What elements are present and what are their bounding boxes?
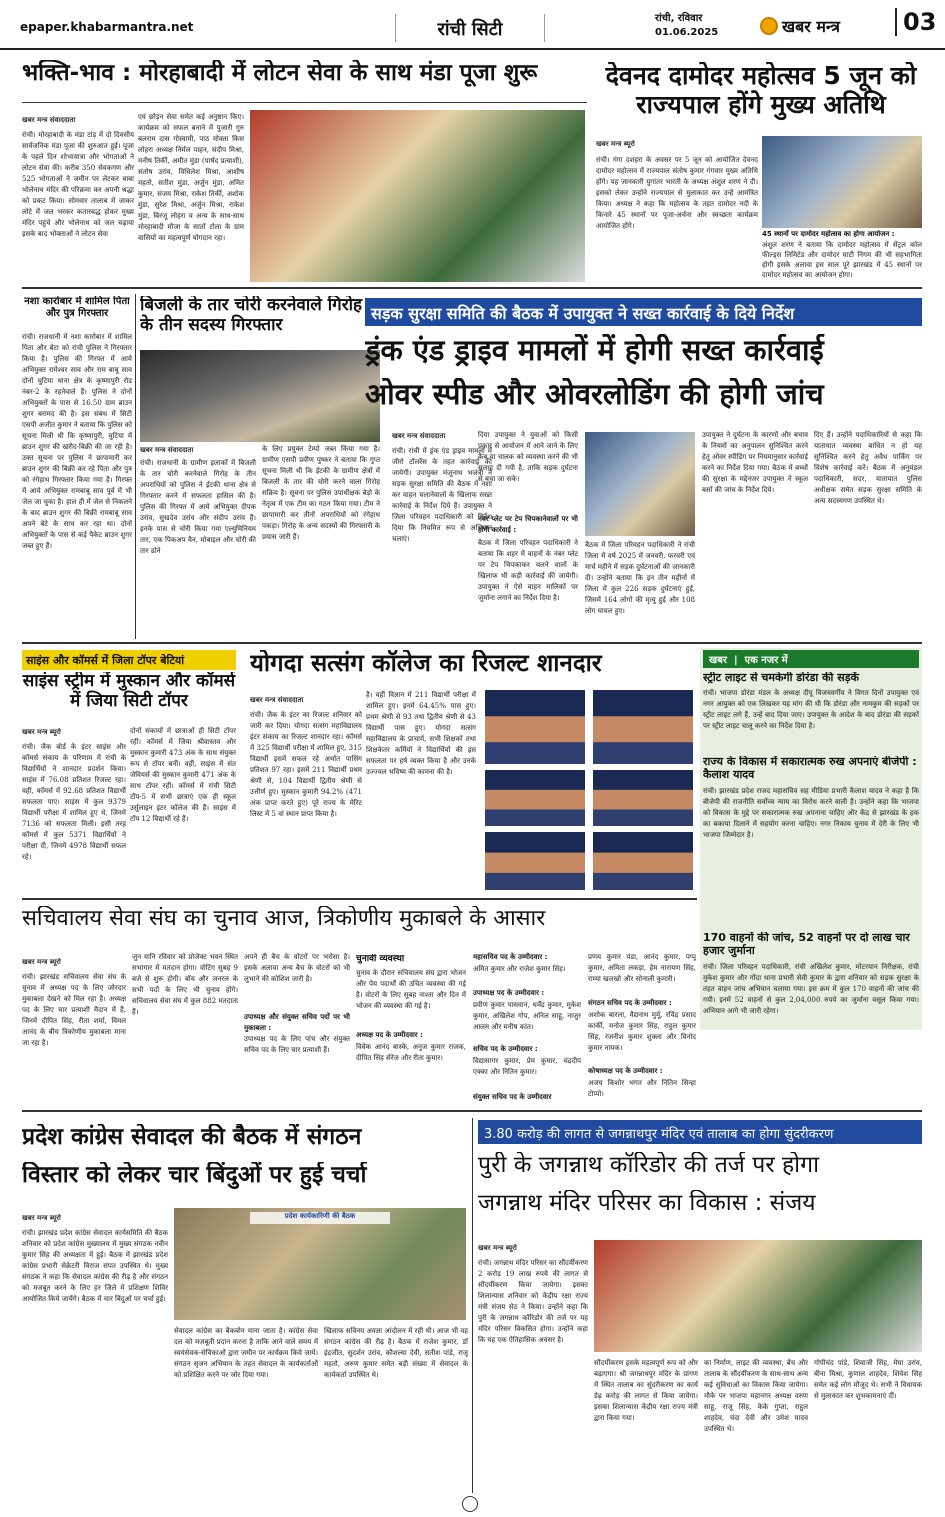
epaper-url[interactable]: epaper.khabarmantra.net: [20, 20, 194, 34]
a11-headline2: जगन्नाथ मंदिर परिसर का विकास : संजय: [478, 1190, 816, 1216]
a9-text-col5c: विद्यासागर कुमार, प्रेम कुमार, चंद्रदीप एक्का और नितिन कुमार।: [473, 1057, 581, 1076]
a6-byline: खबर मन्त्र ब्यूरो: [22, 728, 61, 736]
a2-headline: देवनद दामोदर महोत्सव 5 जून को राज्यपाल होंगे मुख्य अतिथि: [605, 62, 917, 119]
brand: [760, 10, 900, 42]
a1-byline: खबर मन्त्र संवाददाता: [22, 116, 76, 124]
divider: [22, 102, 587, 103]
a7-text-col2: है। वहीं विज्ञान में 211 विद्यार्थी परीक्षा में शामिल हुए। इनमें 64.45% पास हुए। प्रथम श्रेणी से 93 तथा द्वितीय श्रेणी से 43 विद्यार्थी पास हुए। योगदा सत्संग महाविद्यालय के प्राचार्य, सभी शिक्षकों तथा शिक्षकेतर कर्मियों ने विद्यार्थियों की इस सफलता पर हर्ष व्यक्त किया है और उनके उज्ज्वल भविष्य की कामना की है।: [366, 691, 476, 776]
a9-sub10: संगठन सचिव पद के उम्मीदवार :: [588, 999, 672, 1007]
a9-sub7: उपाध्यक्ष पद के उम्मीदवार :: [473, 989, 545, 997]
a6-headline: साइंस स्ट्रीम में मुस्कान और कॉमर्स में जिया सिटी टॉपर: [22, 672, 236, 711]
a11-text-col2: सौंदर्यीकरण इसके महत्वपूर्ण रूप को और बढ़ाएगा। श्री जगन्नाथपुर मंदिर के प्रांगण में स्थित तालाब का सुंदरीकरण का कार्य डेढ़ करोड़ की लागत से किया जायेगा। इसका शिलान्यास केंद्रीय रक्षा राज्य मंत्री द्वारा किया गया।: [594, 1359, 698, 1422]
a4-text-col2: के लिए प्रयुक्त टेम्पो जब्त किया गया है। ग्रामीण एसपी प्रवीण पुष्कर ने बताया कि गुप्त सूचना मिली थी कि ईटकी के ग्रामीण क्षेत्रों में बिजली के तार की चोरी करने वाला गिरोह सक्रिय है। सूचना पर पुलिस उपाधीक्षक बेड़ो के नेतृत्व में एक टीम का गठन किया गया। टीम ने छापामारी कर तीनों अपराधियों को रंगेहाथ पकड़ा। गिरोह के अन्य सदस्यों की गिरफ्तारी के प्रयास जारी हैं।: [262, 445, 380, 541]
a8-tag: एक नजर में: [744, 655, 788, 666]
student-photo: [485, 690, 585, 764]
a9-text-col6a: प्रणय कुमार पंडा, आनंद कुमार, पप्पू कुमार, अमिता लकड़ा, हेम नारायण सिंह, राम्या खलखो और सोनाली कुमारी।: [588, 953, 696, 983]
divider: [472, 1118, 473, 1493]
a9-headline: सचिवालय सेवा संघ का चुनाव आज, त्रिकोणीय मुकाबले के आसार: [22, 906, 546, 931]
date-block: [655, 12, 718, 40]
a1-text-col2: एवं छोड़न सेवा समेत कई अनुष्ठान किए। कार्यक्रम को सफल बनाने में पुजारी गुरु बलराम दास गोस्वामी, पाठ मोक्ता किस लोहरा अध्यक्ष निर्मल पाहन, संदीप मिश्रा, मनीष तिर्की, अमीत मुंडा (पार्षद प्रत्याशी), संतोष उरांव, विधिलेश मिश्रा, आशीष महतो, सतीश मुंडा, अर्जुन मुंडा, अमित कुमार, संजय मिश्रा, राकेश तिर्की, अशोक मुंडा, सुरेश मिश्रा, अर्जुन मिश्रा, राकेश मुंडा, बिरजू लोहरा व अन्य के साथ-साथ मोरहाबादी मौजा के सातों टोला के ग्राम वासियों का महत्वपूर्ण योगदान रहा।: [138, 113, 244, 242]
a11-byline: खबर मन्त्र ब्यूरो: [478, 1244, 517, 1252]
brand-logo-icon: [760, 17, 778, 35]
divider: [135, 294, 136, 639]
divider: [22, 642, 922, 644]
a2-caption-title: 45 स्थानों पर दामोदर महोत्सव का होगा आयोजन :: [762, 230, 895, 238]
a3-text: रांची। राजधानी में नशा कारोबार में शामिल पिता और बेटा को रांची पुलिस ने गिरफ्तार किया है। पुलिस की गिरफ्त में आये अभियुक्त रामेश्वर साव और राम बाबू साव दोनों चुटिया थाना क्षेत्र के कृष्णापुरी रोड नंबर-2 के रहनेवाले हैं। पुलिस ने दोनों अभियुक्तों के पास से 16.50 ग्राम ब्राउन शुगर बरामद की है। इस संबंध में सिटी एसपी अजीत कुमार ने बताया कि पुलिस को सूचना मिली थी कि कृष्णापुरी, चुटिया में ब्राउन शुगर की खरीद-बिक्री की जा रही है। उक्त सूचना पर पुलिस ने छापामारी कर ब्राउन शुगर की बिक्री कर रहे पिता और पुत्र को रंगेहाथ गिरफ्तार किया गया है। गिरफ्त में आये अभियुक्त रामबाबू साव पूर्व में भी जेल जा चुका है। हाल ही में जेल से निकलने के बाद ब्राउन शुगर की बिक्री रामबाबू साव अपने बेटे के साथ कर रहा था। दोनों अभियुक्तों के पास से कई पैकेट ब्राउन शुगर जब्त हुए हैं।: [22, 333, 132, 550]
divider: [22, 898, 697, 900]
a9-sub11: कोषाध्यक्ष पद के उम्मीदवार :: [588, 1067, 663, 1075]
a11-text-col1: रांची। जगन्नाथ मंदिर परिसर का सौंदर्यीकरण 2 करोड़ 19 लाख रुपये की लागत से सौंदर्यीकरण किया जायेगा। इसका शिलान्यास शनिवार को केंद्रीय रक्षा राज्य मंत्री संजय सेठ ने किया। उन्होंने कहा कि पुरी के जगन्नाथ कॉरिडोर की तर्ज पर यह मंदिर परिसर विकसित होगा। उन्होंने कहा कि यह एक ऐतिहासिक अवसर है।: [478, 1259, 588, 1344]
a5-byline: खबर मन्त्र संवाददाता: [392, 432, 446, 440]
a7-text-col1: रांची। जैक के इंटर का रिजल्ट शनिवार को जारी कर दिया। योगदा सत्संग महाविद्यालय इंटर संकाय का रिजल्ट शानदार रहा। कॉमर्स में 325 विद्यार्थी परीक्षा में शामिल हुए, 315 विद्यार्थी इसमें सफल रहे अर्थात पासिंग प्रतिशत 97 रहा। इसमें 211 विद्यार्थी प्रथम श्रेणी से, 104 विद्यार्थी द्वितीय श्रेणी से उत्तीर्ण हुए। मुस्कान कुमारी 94.2% (471 अंक प्राप्त करते हुए) पूरे राज्य के मेरिट लिस्ट में 5 वां स्थान प्राप्त किया है।: [250, 711, 362, 818]
student-photo: [593, 832, 693, 890]
a1-headline: भक्ति-भाव : मोरहाबादी में लोटन सेवा के साथ मंडा पूजा शुरू: [22, 60, 538, 86]
a2-text: रांची। गंगा दशहरा के अवसर पर 5 जून को आयोजित देवनद दामोदर महोत्सव में राज्यपाल संतोष कुमार गंगवार मुख्य अतिथि होंगे। यह जानकारी युगांतर भारती के अध्यक्ष अंशुल शरण ने दी। इसको लेकर उन्होंने राज्यपाल से मुलाकात कर उन्हें आमंत्रित किया। अध्यक्ष ने कहा कि महोत्सव के तहत दामोदर नदी के किनारे 45 स्थानों पर पूजा-अर्चना और स्वच्छता कार्यक्रम आयोजित होंगे।: [596, 156, 758, 230]
a5-photo: [585, 432, 695, 536]
a10-headline1: प्रदेश कांग्रेस सेवादल की बैठक में संगठन: [22, 1124, 362, 1150]
a9-byline: खबर मन्त्र ब्यूरो: [22, 958, 61, 966]
a8-t2: रांची। झारखंड प्रदेश राजद महासचिव सह मीडिया प्रभारी कैलाश यादव ने कहा है कि बीजेपी की राजनीति सर्वोच्च न्याय का विरोध करने वाली है। उन्होंने कहा कि भाजपा को विकास के मुद्दे पर सकारात्मक रुख अपनाना चाहिए और केंद्र से झारखंड के हक का बकाया दिलाने में सहयोग करना चाहिए। नगर निकाय चुनाव में देरी के लिए भी भाजपा जिम्मेदार है।: [703, 787, 919, 839]
a9-text-col3: अपने ही बैच के वोटरों पर भरोसा है। इसके अलावा अन्य बैच के वोटरों को भी लुभाने की कोशिश जारी है।: [244, 953, 350, 983]
place-day: रांची, रविवार: [655, 13, 703, 24]
a10-headline2: विस्तार को लेकर चार बिंदुओं पर हुई चर्चा: [22, 1162, 367, 1188]
a11-band: 3.80 करोड़ की लागत से जगन्नाथपुर मंदिर एवं तालाब का होगा सुंदरीकरण: [478, 1120, 922, 1144]
a4-text-col1: रांची। राजधानी के ग्रामीण इलाकों में बिजली के तार चोरी करनेवाले गिरोह के तीन अपराधियों को पुलिस ने ईटकी थाना क्षेत्र से गिरफ्तार करने में सफलता हासिल की है। पुलिस की गिरफ्त में आये अभियुक्त दीपक उरांव, सुखदेव उरांव और संदीप उरांव हैं। इनके पास से चोरी किया गया एल्युमिनियम तार, एक पिकअप वैन, मोबाइल और चोरी की तार ढोने: [140, 459, 256, 555]
a6-tag: साइंस और कॉमर्स में जिला टॉपर बेटियां: [22, 650, 236, 670]
divider: [22, 287, 922, 289]
student-photo: [593, 690, 693, 764]
a11-photo: [594, 1240, 922, 1352]
a11-text-col3: का निर्माण, लाइट की व्यवस्था, बेंच और तालाब के सौंदर्यीकरण के साथ-साथ अन्य कई सुविधाओं का विकास किया जायेगा। मौके पर भाजपा महानगर अध्यक्ष वरुण साहू, राजू सिंह, केके गुप्ता, राहुल शाहदेव, चंदा देवी और उमेश यादव उपस्थित थे।: [704, 1359, 808, 1433]
a9-sub8: सचिव पद के उम्मीदवार :: [473, 1045, 538, 1053]
divider: [22, 1110, 922, 1112]
a6-text-col2: दोनों संकायों में छात्राओं ही सिटी टॉपर रहीं। कॉमर्स में जिया श्रीवास्तव और मुस्कान कुमारी 473 अंक के साथ संयुक्त रूप से टॉपर बनीं। वहीं, साइंस में संत जेवियर्स की मुस्कान कुमारी 471 अंक के साथ टॉपर रहीं। कॉमर्स में रांची सिटी टॉप-5 में सभी छात्राएं एक ही स्कूल उर्सुलाइन इंटर कॉलेज की हैं। साइंस में टॉप 12 विद्यार्थी रहे हैं।: [130, 727, 236, 823]
student-photo: [593, 770, 693, 826]
registration-mark-icon: [462, 1496, 478, 1512]
a5-text-col1: रांची। रांची में ड्रंक एंड ड्राइव मामलों में जीरो टॉलरेंस के तहत कार्रवाई की जायेगी। उपायुक्त मंजूनाथ भजंत्री ने सड़क सुरक्षा समिति की बैठक में नशा कर वाहन चलानेवालों के खिलाफ सख्त कार्रवाई के निर्देश दिये हैं। उपायुक्त ने जिला परिवहन पदाधिकारी को निर्देश दिया कि नियमित रूप से अभियान चलाएं।: [392, 447, 492, 543]
a5-text-col2b: बैठक में जिला परिवहन पदाधिकारी ने बताया कि शहर में वाहनों के नंबर प्लेट पर टेप चिपकाकर चलने वालों के खिलाफ भी कड़ी कार्रवाई की जायेगी। उपायुक्त ने ऐसे वाहन मालिकों पर जुर्माना लगाने का निर्देश दिया है।: [478, 539, 578, 602]
a5-headline2: ओवर स्पीड और ओवरलोडिंग की होगी जांच: [365, 378, 824, 411]
a1-text-col1: रांची। मोरहाबादी के मंडा टांड़ में दो दिवसीय सार्वजनिक मंडा पूजा की शुरुआत हुई। पूजा के पहले दिन शोभायात्रा और भोगताओं ने लोटन सेवा की। करीब 350 सेवकगण और 525 भोगताओं ने जमीन पर लेटकर बाबा भोलेनाथ मंदिर की परिक्रमा कर अपनी श्रद्धा को प्रकट किया। सोमवार तालाब में जाकर लोटे में जल भरकर कतारबद्ध होकर मुख्य मंदिर पहुंचे और भोलेनाथ को जल चढ़ाया इसके बाद भोक्ताओं ने लोटन सेवा: [22, 131, 134, 238]
a2-caption: अंशुल शरण ने बताया कि दामोदर महोत्सव में सेंट्रल कोल फील्ड्स लिमिटेड और दामोदर घाटी निगम की भी सहभागिता होगी इसके अलावा इस साल पूरे झारखंड में 45 स्थानों पर दामोदर महोत्सव का आयोजन होगा।: [762, 241, 922, 279]
a9-sub9: संयुक्त सचिव पद के उम्मीदवार: [473, 1093, 552, 1101]
page-number: 03: [895, 8, 936, 36]
a4-byline: खबर मन्त्र संवाददाता: [140, 446, 194, 454]
brand-name: खबर मन्त्र: [782, 17, 840, 36]
a9-text-col4b: विवेक आनंद बास्के, अनुज कुमार राजक, दीपित सिंह सेरेंज और रीता कुमार।: [356, 1043, 466, 1062]
section-title: रांची सिटी: [395, 14, 545, 42]
a10-byline: खबर मन्त्र ब्यूरो: [22, 1214, 61, 1222]
a11-text-col4: गोपीचंद पांडे, शिवाजी सिंह, मेघा उरांव, बीना मिश्रा, कुणाल शाहदेव, शिवेश सिंह समेत कई लोग मौजूद थे। सभी ने विधायक से मुलाकात कर शुभकामनाएं दीं।: [814, 1359, 922, 1400]
a5-band: सड़क सुरक्षा समिति की बैठक में उपायुक्त ने सख्त कार्रवाई के दिये निर्देश: [365, 298, 922, 326]
a9-sub3: उपाध्यक्ष और संयुक्त सचिव पदों पर भी मुकाबला :: [244, 1013, 350, 1032]
student-photo: [485, 770, 585, 826]
a9-sub6: महासचिव पद के उम्मीदवार :: [473, 953, 548, 961]
a9-text-col5a: अमित कुमार और राजेश कुमार सिंह।: [473, 965, 566, 973]
a5-subhead: नंबर प्लेट पर टेप चिपकानेवालों पर भी होगी कार्रवाई :: [478, 515, 578, 534]
a5-text-col2: दिया उपायुक्त ने युवाओं को किसी प्रकार से आयोजन में आने जाने के लिए कैब या चालक को व्यवस्था करने की भी सलाह दी गयी है, ताकि सड़क दुर्घटना से बचा जा सके।: [478, 431, 578, 483]
a8-t3: रांची। जिला परिवहन पदाधिकारी, रांची अखिलेश कुमार, मोटरयान निरीक्षक, रांची मुकेश कुमार और गोंदा थाना प्रभारी सेवी कुमार के द्वारा शनिवार को सड़क सुरक्षा के तहत वाहन जांच अभियान चलाया गया। इस क्रम में कुल 170 वाहनों की जांच की गयी। इनमें 52 वाहनों से कुल 2,04,000 रुपये का जुर्माना वसूल किया गया। अभियान आगे भी जारी रहेगा।: [703, 963, 919, 1015]
a4-headline: बिजली के तार चोरी करनेवाले गिरोह के तीन सदस्य गिरफ्तार: [140, 296, 363, 335]
page-header: [0, 0, 945, 50]
a5-text-col4: उपायुक्त ने दुर्घटना के कारणों और बचाव के नियमों का अनुपालन सुनिश्चित करने हेतु ओवर स्पीडिंग पर नियमानुसार कार्रवाई करने का निर्देश दिया गया। बैठक में बच्चों की सुरक्षा के मद्देनजर उपायुक्त ने स्कूल बसों की जांच के निर्देश दिये।: [702, 431, 808, 494]
a9-text-col4: चुनाव के दौरान सचिवालय संघ द्वारा भोजन और पेय पदार्थों की उचित व्यवस्था की गई है। वोटरों के लिए सुबह नाश्ता और दिन में भोजन की व्यवस्था की गई है।: [356, 969, 466, 1010]
a3-headline: नशा कारोबार में शामिल पिता और पुत्र गिरफ्तार: [24, 296, 130, 319]
a10-photo-banner: प्रदेश कार्यकारिणी की बैठक: [250, 1212, 390, 1224]
a2-byline: खबर मन्त्र ब्यूरो: [596, 140, 635, 148]
a8-header: खबर | एक नजर में: [703, 650, 919, 668]
a10-photo: [174, 1208, 466, 1320]
a9-text-col6b: अशोक बारला, वैद्यनाथ मुर्मू, रविंद्र प्रसाद कार्की, मनोज कुमार सिंह, राहुल कुमार सिंह, रंजनीश कुमार शुक्ला और विनोद कुमार नायक।: [588, 1011, 696, 1052]
a10-text-col3: खिलाफ सविनय अवज्ञा आंदोलन में रही थी। आज भी वह संगठन कांग्रेस की रीढ़ है। बैठक में राजेश कुमार, डॉ इंद्रजीत, सुदर्शन उरांव, कौशल्या देवी, सतीश पांडे, राजू महतो, अरुण कुमार समेत बड़ी संख्या में सेवादल के कार्यकर्ता उपस्थित थे।: [324, 1327, 468, 1379]
a8-t1: रांची। भाजपा डोरंडा मंडल के अध्यक्ष दीपू विजयवर्गीय ने विगत दिनों उपायुक्त एवं नगर आयुक्त को एक लिखकर यह मांग की थी कि डोरंडा और नामकुम की सड़कों पर स्ट्रीट लाइट लगे हैं, उन्हें बाद दिया जाए। उपायुक्त के आदेश के बाद डोरंडा की सड़कों पर स्ट्रीट लाइट चालू करने का निर्देश दिया है।: [703, 689, 919, 730]
a8-h3: 170 वाहनों की जांच, 52 वाहनों पर दो लाख चार हजार जुर्माना: [703, 932, 910, 957]
a6-text-col1: रांची। जैक बोर्ड के इंटर साइंस और कॉमर्स संकाय के परिणाम में रांची के विद्यार्थियों ने शानदार प्रदर्शन किया। साइंस में 76.08 प्रतिशत रिजल्ट रहा। वहीं, कॉमर्स में 92.68 प्रतिशत विद्यार्थी सफलता पाए। साइंस में कुल 9379 विद्यार्थी परीक्षा में शामिल हुए थे, जिनमें 7136 को सफलता मिली। इसी तरह कॉमर्स में कुल 5371 विद्यार्थियों ने परीक्षा दी, जिनमें 4978 विद्यार्थी सफल रहे।: [22, 743, 126, 861]
a9-text-col1: रांची। झारखंड सचिवालय सेवा संघ के चुनाव में अध्यक्ष पद के लिए जोरदार मुकाबला देखने को मिल रहा है। अध्यक्ष पद के लिए चार प्रत्याशी मैदान में हैं, जिनमें दीपित सिंह, रीता शर्मा, विमल आनंद के बीच त्रिकोणीय मुकाबला माना जा रहा है।: [22, 973, 126, 1047]
a7-headline: योगदा सत्संग कॉलेज का रिजल्ट शानदार: [250, 650, 602, 677]
a2-photo: [762, 136, 922, 228]
a9-sub4: चुनावी व्यवस्था: [356, 954, 405, 964]
a5-text-col5: दिए हैं। उन्होंने पदाधिकारियों से कहा कि यातायात व्यवस्था बाधित न हो यह सुनिश्चित करने हेतु अवैध पार्किंग पर विशेष कार्रवाई करें। बैठक में अनुमंडल पदाधिकारी, सदर, यातायात पुलिस अधीक्षक समेत सड़क सुरक्षा समिति के अन्य सदस्यगण उपस्थित थे।: [814, 431, 922, 505]
a9-sub5: अध्यक्ष पद के उम्मीदवार :: [356, 1031, 423, 1039]
a8-tag-label: खबर: [709, 655, 727, 666]
a4-photo: [140, 350, 380, 442]
a5-text-col3: बैठक में जिला परिवहन पदाधिकारी ने रांची जिला में वर्ष 2025 में जनवरी, फरवरी एवं मार्च महीने में सड़क दुर्घटनाओं की जानकारी दी। उन्होंने बताया कि इन तीन महीनों में जिला में कुल 226 सड़क दुर्घटनाएं हुईं, जिसमें 164 लोगों की मृत्यु हुई और 108 लोग घायल हुए।: [585, 541, 695, 615]
a7-byline: खबर मन्त्र संवाददाता: [250, 696, 304, 704]
a1-photo: [250, 110, 585, 282]
a11-headline1: पुरी के जगन्नाथ कॉरिडोर की तर्ज पर होगा: [478, 1152, 820, 1178]
student-photo: [485, 832, 585, 890]
a9-text-col2: जुन यानि रविवार को प्रोजेक्ट भवन स्थित सभागार में मतदान होगा। वोटिंग सुबह 9 बजे से शुरू होगी। बॉय और जनरल के सभी पदों के लिए भी चुनाव होंगे। सचिवालय सेवा संघ में कुल 882 मतदाता हैं।: [132, 953, 238, 1016]
a9-text-col6c: अजय किशोर भगत और नितिन सिन्हा टोप्पो।: [588, 1079, 696, 1098]
a5-headline1: ड्रंक एंड ड्राइव मामलों में होगी सख्त कार्रवाई: [365, 334, 824, 367]
issue-date: 01.06.2025: [655, 27, 719, 38]
a10-text-col1: रांची। झारखंड प्रदेश कांग्रेस सेवादल कार्यसमिति की बैठक शनिवार को प्रदेश कांग्रेस मुख्यालय में मुख्य संगठक नवीन कुमार सिंह की अध्यक्षता में हुई। बैठक में झारखंड प्रदेश कांग्रेस प्रभारी सेक्रेटरी विराज संपत उपस्थित थे। मुख्य संगठक ने कहा कि सेवादल कांग्रेस की रीढ़ है और संगठन को मजबूत करने के लिए हर जिले में प्रशिक्षण शिविर आयोजित किये जायेंगे। बैठक में चार बिंदुओं पर चर्चा हुई।: [22, 1229, 168, 1303]
a9-text-col5b: प्रवीण कुमार पासवान, धर्मेंद्र कुमार, मुकेश कुमार, अखिलेश गोप, अनिल साहू, नाजुर आलम और मनीष कांत।: [473, 1001, 581, 1031]
a8-h1: स्ट्रीट लाइट से चमकेगी डोरंडा की सड़कें: [703, 672, 859, 684]
a9-text-col3b: उपाध्यक्ष पद के लिए पांच और संयुक्त सचिव पद के लिए चार प्रत्याशी हैं।: [244, 1035, 350, 1054]
a8-h2: राज्य के विकास में सकारात्मक रुख अपनाएं बीजेपी : कैलाश यादव: [703, 756, 917, 781]
a10-text-col2: सेवादल कांग्रेस का बैकबोन माना जाता है। कांग्रेस सेवा दल को मजबूती प्रदान करना है ताकि आने वाले समय में स्वयंसेवक-सेविकाओं द्वारा जमीन पर कार्यक्रम किये जायें। संगठन सृजन अभियान के तहत सेवादल के कार्यकर्ताओं को प्रशिक्षित करने पर जोर दिया गया।: [174, 1327, 318, 1379]
